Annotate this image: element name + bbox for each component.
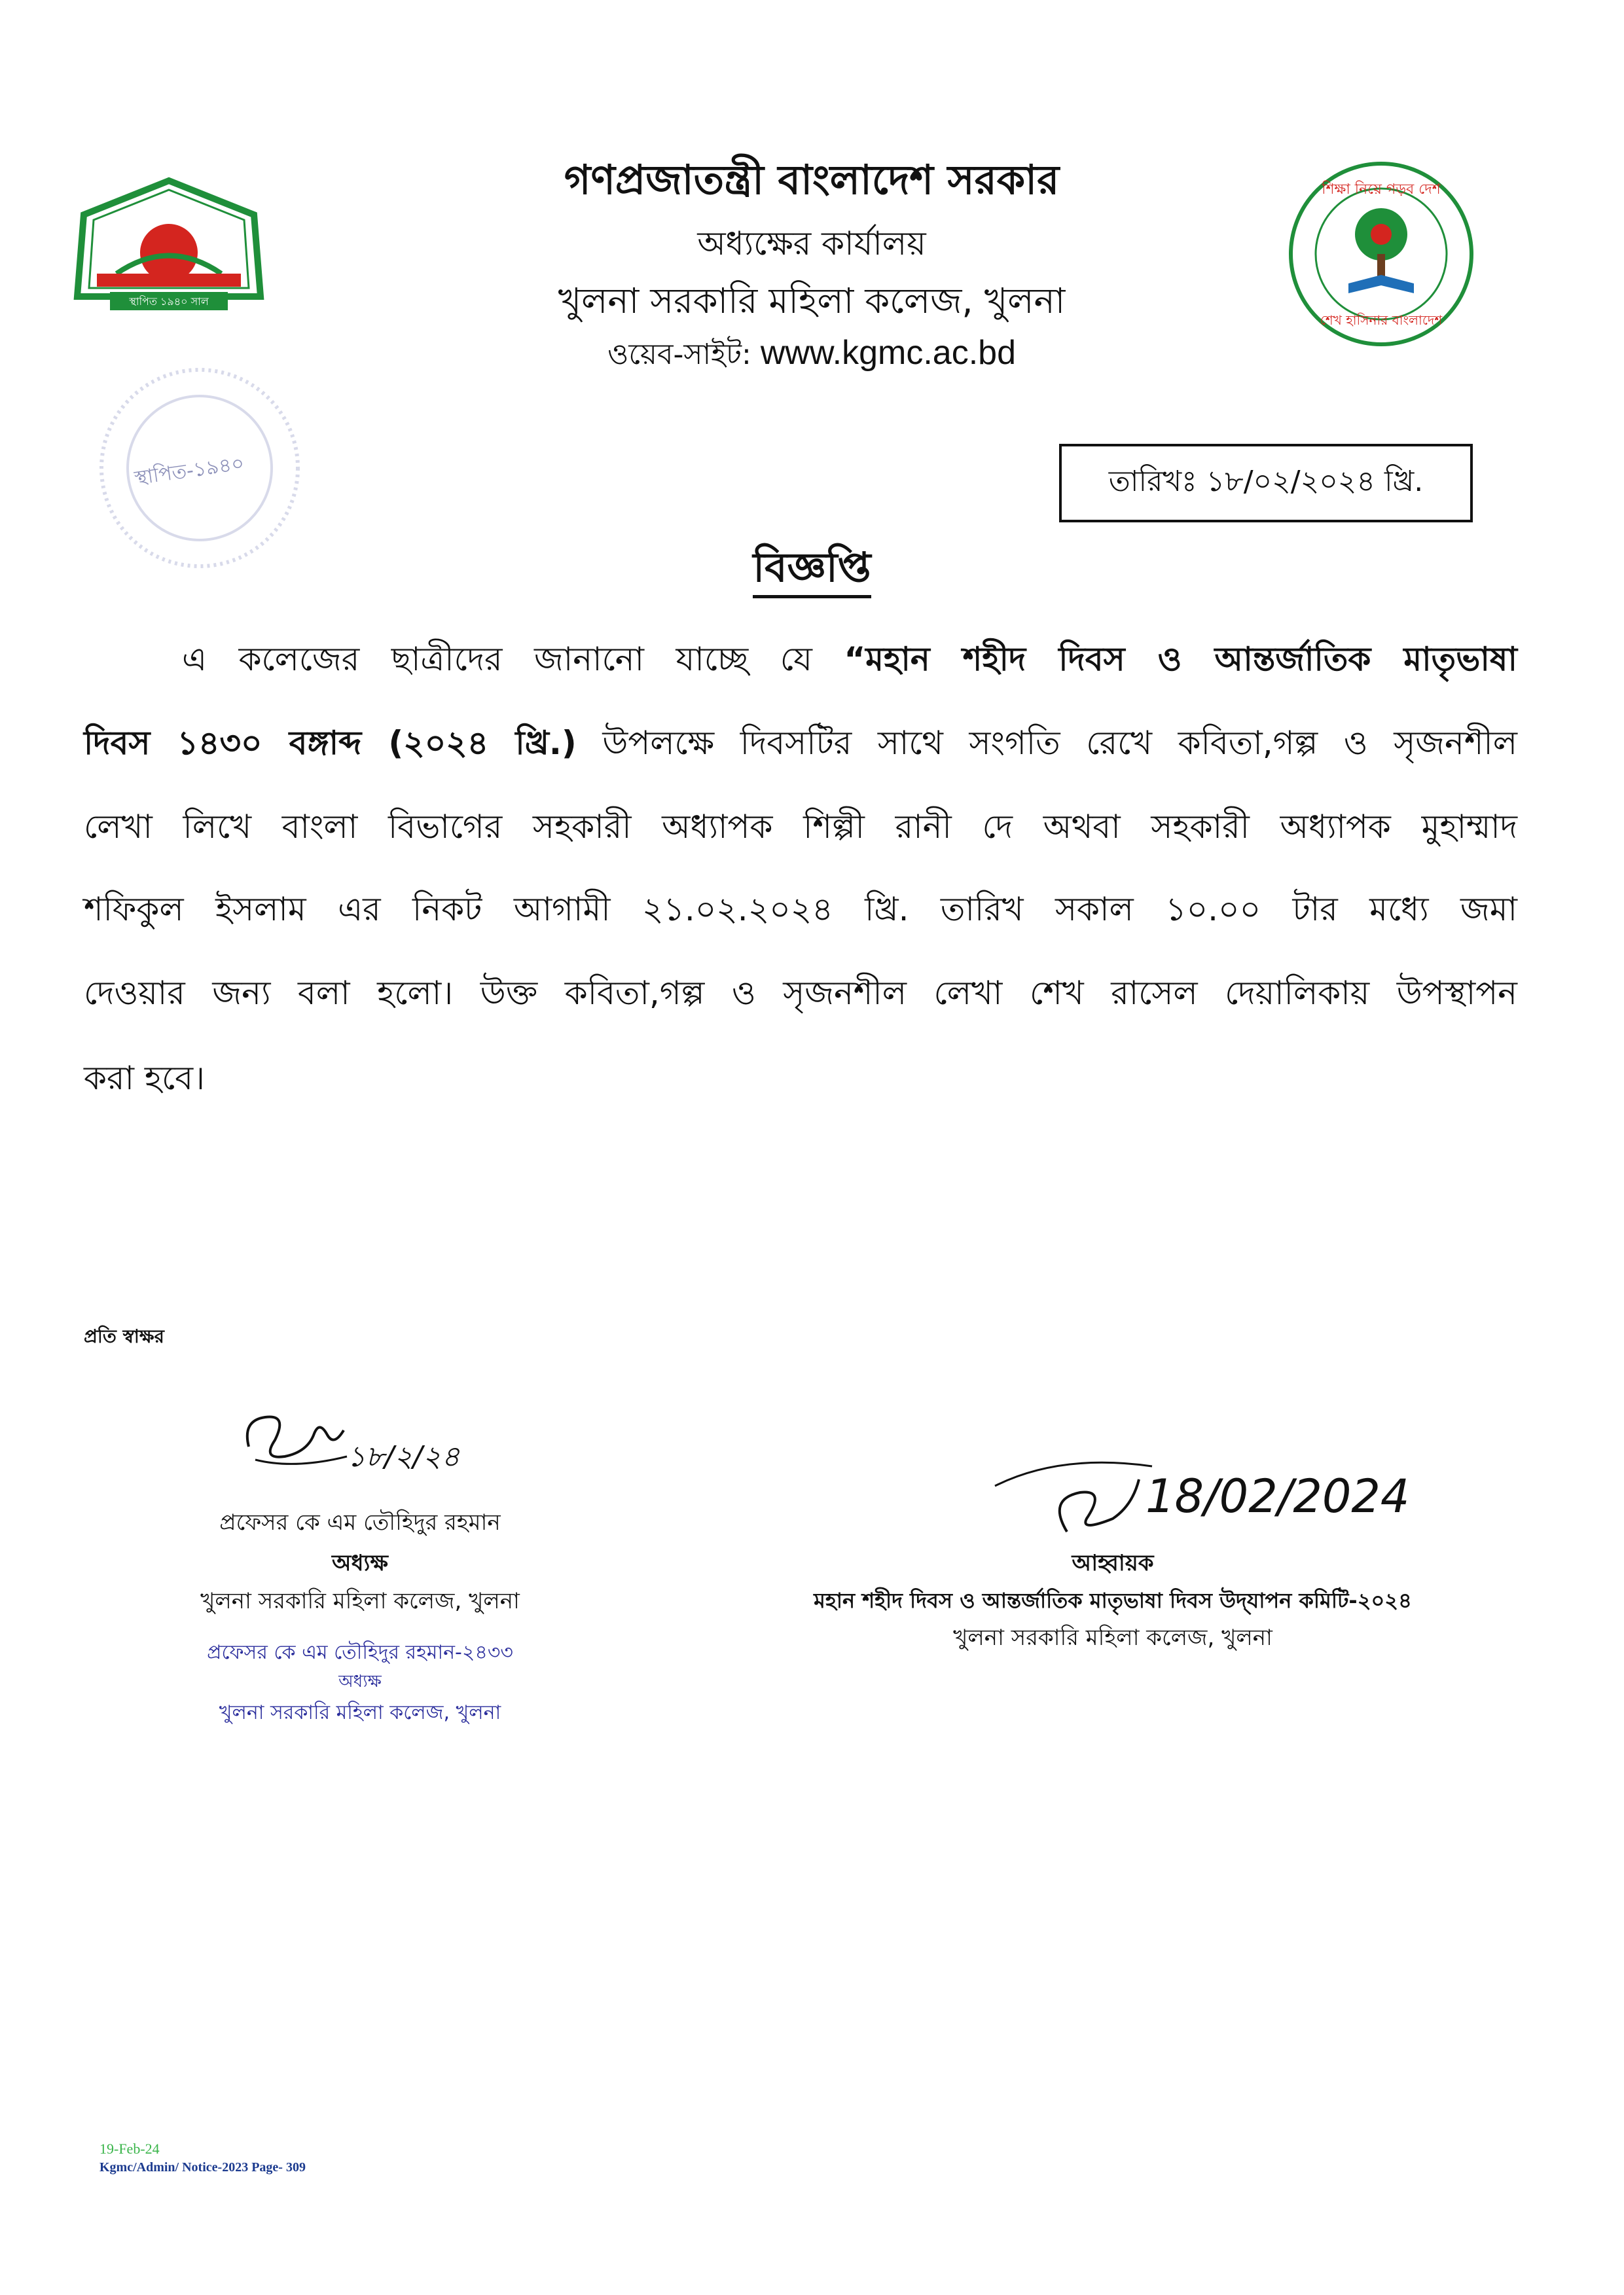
seal-role: অধ্যক্ষ: [338, 1672, 382, 1691]
motto-sub-text: শেখ হাসিনার বাংলাদেশ: [1320, 312, 1443, 328]
body-line-3: লেখা লিখে বাংলা বিভাগের সহকারী অধ্যাপক শিল্পী রানী দে অথবা সহকারী অধ্যাপক মুহাম্মাদ: [84, 808, 1517, 846]
est-text: স্থাপিত ১৯৪০ সাল: [129, 295, 209, 308]
principal-role: অধ্যক্ষ: [332, 1550, 388, 1576]
body-line-5: দেওয়ার জন্য বলা হলো। উক্ত কবিতা,গল্প ও সৃজনশীল লেখা শেখ রাসেল দেয়ালিকায় উপস্থাপন: [84, 974, 1517, 1012]
footer-date: 19-Feb-24: [99, 2141, 160, 2157]
body-line-6: করা হবে।: [84, 1059, 205, 1097]
website-link[interactable]: www.kgmc.ac.bd: [760, 334, 1016, 372]
faded-stamp-text: স্থাপিত-১৯৪০: [133, 452, 246, 490]
body-line-2b: উপলক্ষে দিবসটির সাথে সংগতি রেখে কবিতা,গল্প ও সৃজনশীল: [576, 724, 1517, 762]
office-title: অধ্যক্ষের কার্যালয়: [697, 225, 926, 262]
principal-college: খুলনা সরকারি মহিলা কলেজ, খুলনা: [200, 1588, 520, 1614]
principal-signature-icon: [236, 1394, 465, 1492]
government-title: গণপ্রজাতন্ত্রী বাংলাদেশ সরকার: [564, 156, 1060, 204]
date-box: [1059, 444, 1473, 522]
notice-heading: [0, 537, 1624, 604]
body-line-1: [182, 635, 1517, 689]
principal-name: প্রফেসর কে এম তৌহিদুর রহমান: [219, 1509, 501, 1536]
body-line-4: শফিকুল ইসলাম এর নিকট আগামী ২১.০২.২০২৪ খ্রি. তারিখ সকাল ১০.০০ টার মধ্যে জমা: [84, 890, 1517, 928]
motto-text: শিক্ষা নিয়ে গড়ব দেশ: [1322, 181, 1441, 198]
principal-handwritten-date: ১৮/২/২৪: [347, 1440, 460, 1473]
website-label: ওয়েব-সাইট:: [607, 338, 751, 371]
college-name: খুলনা সরকারি মহিলা কলেজ, খুলনা: [558, 280, 1066, 321]
body-line-2a: দিবস ১৪৩০ বঙ্গাব্দ (২০২৪ খ্রি.): [84, 724, 577, 762]
body-line-1b: “মহান শহীদ দিবস ও আন্তর্জাতিক মাতৃভাষা: [844, 640, 1517, 678]
convener-role: আহ্বায়ক: [1072, 1550, 1154, 1576]
body-line-1a: এ কলেজের ছাত্রীদের জানানো যাচ্ছে যে: [182, 640, 844, 678]
convener-signature-icon: [982, 1440, 1427, 1545]
notice-date: তারিখঃ ১৮/০২/২০২৪ খ্রি.: [1108, 464, 1424, 498]
shikkha-niye-gorbo-desh-emblem-icon: [1283, 156, 1479, 352]
footer-reference: Kgmc/Admin/ Notice-2023 Page- 309: [99, 2160, 306, 2175]
convener-handwritten-date: 18/02/2024: [1146, 1470, 1410, 1523]
committee-name: মহান শহীদ দিবস ও আন্তর্জাতিক মাতৃভাষা দিবস উদ্‌যাপন কমিটি-২০২৪: [814, 1588, 1412, 1613]
copy-signature-label: প্রতি স্বাক্ষর: [84, 1326, 164, 1347]
college-emblem-icon: [71, 175, 267, 316]
seal-name: প্রফেসর কে এম তৌহিদুর রহমান-২৪৩৩: [207, 1641, 513, 1664]
website-line: [327, 333, 1296, 380]
body-line-2: [84, 719, 1517, 773]
seal-college: খুলনা সরকারি মহিলা কলেজ, খুলনা: [219, 1701, 501, 1724]
notice-heading-text: বিজ্ঞপ্তি: [753, 543, 871, 598]
convener-college: খুলনা সরকারি মহিলা কলেজ, খুলনা: [953, 1625, 1272, 1651]
